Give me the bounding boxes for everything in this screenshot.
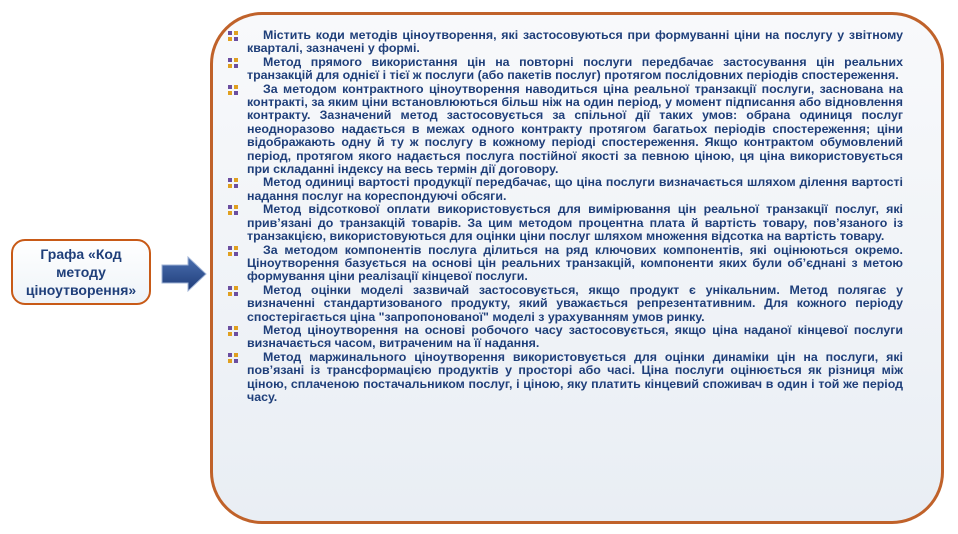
- methods-list: [247, 29, 903, 404]
- list-item: [247, 244, 903, 284]
- list-item-text: Містить коди методів ціноутворення, які застосовуються при формуванні ціни на послугу у звітному кварталі, зазначені у формі.: [247, 28, 903, 56]
- methods-panel: [210, 12, 944, 524]
- bullet-diamond-icon: [227, 352, 239, 364]
- bullet-diamond-icon: [227, 177, 239, 189]
- list-item: [247, 29, 903, 56]
- list-item: [247, 83, 903, 177]
- bullet-diamond-icon: [227, 245, 239, 257]
- bullet-diamond-icon: [227, 57, 239, 69]
- field-label-box: [11, 239, 151, 305]
- bullet-diamond-icon: [227, 325, 239, 337]
- list-item-text: За методом контрактного ціноутворення наводиться ціна реальної транзакції послуги, заснована на контракті, за яким ціни встановлюються більш ніж на один період, у момент підписання або відновлення контракту. Зазначений метод застосовується за спільної дії таких умов: обрана одиниця послуг неодноразово надається в межах одного контракту протягом багатьох періодів спостереження; ціни відображають одну й ту ж послугу в кожному періоді спостереження. Якщо контрактом обумовлений період, протягом якого надається послуга постійної якості за певною ціною, ця ціна використовується при складанні індексу на весь термін дії договору.: [247, 81, 903, 177]
- list-item: [247, 203, 903, 243]
- list-item: [247, 56, 903, 83]
- bullet-diamond-icon: [227, 285, 239, 297]
- list-item-text: Метод прямого використання цін на повторні послуги передбачає застосування цін реальних транзакцій для однієї і тієї ж послуги (або пакетів послуг) протягом послідовних періодів спостереження.: [247, 54, 903, 83]
- list-item-text: Метод ціноутворення на основі робочого часу застосовується, якщо ціна наданої кінцевої послуги визначається часом, витраченим на її надання.: [247, 322, 903, 351]
- bullet-diamond-icon: [227, 30, 239, 42]
- list-item: [247, 351, 903, 405]
- field-label-text: Графа «Код методу ціноутворення»: [25, 246, 137, 298]
- arrow-right-icon: [160, 255, 208, 293]
- list-item-text: Метод маржинального ціноутворення використовується для оцінки динаміки цін на послуги, які пов’язані із трансформацією продуктів у просторі або часі. Ціна послуги оцінюється як різниця між ціною, сплаченою постачальником послуг, і ціною, яку платить кінцевий споживач в один і той же період часу.: [247, 349, 903, 404]
- list-item: [247, 176, 903, 203]
- bullet-diamond-icon: [227, 84, 239, 96]
- list-item-text: За методом компонентів послуга ділиться на ряд ключових компонентів, які оцінюються окремо. Ціноутворення базується на основі цін реальних транзакцій, компоненти яких були об’єднані з метою формування ціни реалізації кінцевої послуги.: [247, 242, 903, 284]
- list-item-text: Метод оцінки моделі зазвичай застосовується, якщо продукт є унікальним. Метод полягає у визначенні стандартизованого продукту, який уважається репрезентативним. Для кожного періоду спостерігається ціна "запропонованої" моделі з урахуванням умов ринку.: [247, 282, 903, 324]
- list-item-text: Метод одиниці вартості продукції передбачає, що ціна послуги визначається шляхом ділення вартості надання послуг на кореспондуючі обсяги.: [247, 175, 903, 203]
- list-item: [247, 284, 903, 324]
- list-item: [247, 324, 903, 351]
- bullet-diamond-icon: [227, 204, 239, 216]
- list-item-text: Метод відсоткової оплати використовується для вимірювання цін реальної транзакції послуг, які прив’язані до транзакцій товарів. За цим методом процентна плата й вартість товару, пов’язаного із транзакцією, використовуються для оцінки ціни послуг шляхом множення відсотка на вартість товару.: [247, 202, 903, 244]
